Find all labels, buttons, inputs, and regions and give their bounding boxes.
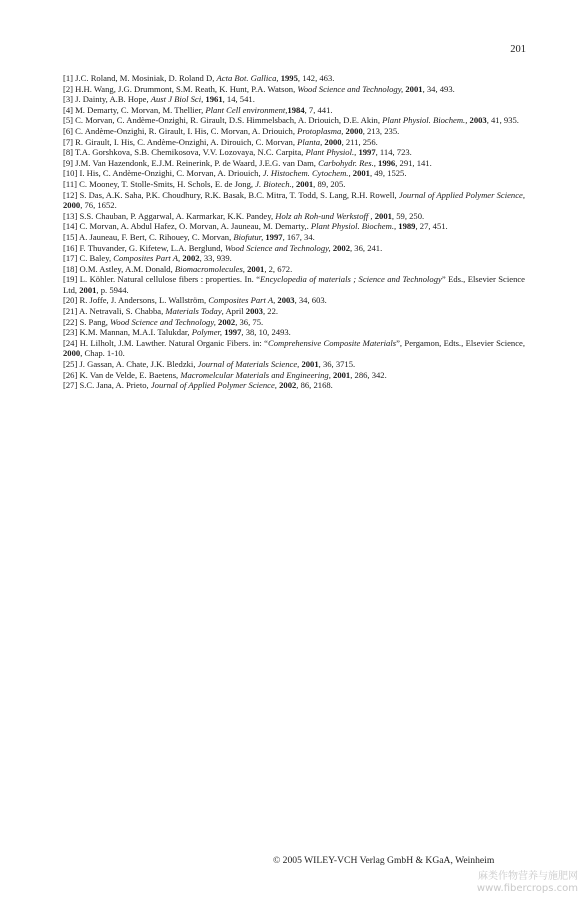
reference-journal: Protoplasma, [297,125,344,136]
reference-post: , 36, 75. [235,316,264,327]
reference-entry [63,147,525,158]
reference-pre: [18] O.M. Astley, A.M. Donald, [63,263,175,274]
reference-year: 2001 [301,359,319,370]
reference-pre: [1] J.C. Roland, M. Mosiniak, D. Roland D, [63,73,217,83]
reference-mid: , [273,295,278,306]
reference-entry [63,306,525,317]
reference-post: , 36, 3715. [318,359,356,370]
reference-post: , 59, 250. [391,210,425,221]
reference-entry [63,179,525,190]
reference-pre: [26] K. Van de Velde, E. Baetens, [63,369,181,380]
reference-mid: , [368,210,375,221]
reference-journal: Polymer, [191,327,223,338]
reference-journal: Plant Physiol., [305,147,357,158]
reference-pre: [14] C. Morvan, A. Abdul Hafez, O. Morvan, A. Jauneau, M. Demarty,. [63,221,311,232]
reference-pre: [6] C. Andème-Onzighi, R. Girault, I. His, C. Morvan, A. Driouich, [63,125,298,136]
reference-post: , 14, 541. [222,94,255,105]
reference-mid: , [276,73,281,83]
reference-journal: Materials Today [165,306,222,317]
reference-year: 2000 [324,136,342,147]
reference-post: , 36, 241. [350,242,383,253]
reference-mid: ”, Pergamon, Edts., Elsevier Science, [396,337,526,348]
reference-year: 2001 [295,178,314,189]
reference-post: , 167, 34. [282,231,315,242]
watermark-line-1: 麻类作物营养与施肥网 [478,871,578,882]
reference-journal: Comprehensive Composite Materials [268,337,397,348]
reference-year: 2003 [245,306,263,317]
reference-mid: , [297,359,302,370]
reference-entry [63,380,525,391]
reference-entry [63,94,525,105]
reference-journal: J. Histochem. Cytochem., [262,168,351,179]
reference-post: , 41, 935. [486,115,519,126]
reference-journal: Plant Physiol. Biochem., [310,221,397,232]
reference-post: , p. 5944. [96,284,129,295]
reference-journal: Composites Part A [208,295,274,306]
reference-year: 2000 [63,200,81,211]
reference-entry [63,105,525,116]
reference-year: 2003 [469,115,487,126]
reference-entry [63,115,525,126]
reference-entry [63,126,525,137]
watermark [477,871,578,895]
reference-entry [63,190,525,211]
reference-pre: [17] C. Baley, [63,253,114,264]
reference-post: , 89, 205. [313,178,346,189]
reference-year: 2000 [345,125,363,136]
reference-entry [63,84,525,95]
reference-pre: [2] H.H. Wang, J.G. Drummont, S.M. Reath, K. Hunt, P.A. Watson, [63,83,298,94]
reference-post: , 291, 141. [395,157,432,168]
reference-journal: Composites Part A, [113,253,181,264]
reference-entry [63,137,525,148]
reference-year: 2001 [374,210,392,221]
reference-entry [63,317,525,328]
reference-post: , 49, 1525. [369,168,407,179]
reference-entry [63,274,525,295]
reference-year: 2001 [247,263,265,274]
reference-year: 2002 [218,316,236,327]
reference-pre: [3] J. Dainty, A.B. Hope, [63,94,151,105]
reference-year: 2001 [79,284,97,295]
reference-year: 1996 [378,157,396,168]
reference-year: 2001 [405,83,423,94]
reference-entry [63,168,525,179]
reference-journal: Carbohydr. Res., [318,157,376,168]
reference-pre: [27] S.C. Jana, A. Prieto, [63,380,151,391]
reference-pre: [5] C. Morvan, C. Andème-Onzighi, R. Girault, D.S. Himmelsbach, A. Driouich, D.E. Akin, [63,115,383,126]
reference-pre: [8] T.A. Gorshkova, S.B. Chemikosova, V.V. Lozovaya, N.C. Carpita, [63,147,306,158]
reference-post: , 33, 939. [199,253,232,264]
reference-mid: , April [221,306,246,317]
page-number: 201 [510,44,526,55]
reference-entry [63,158,525,169]
reference-journal: Journal of Applied Polymer Science, [398,189,525,200]
reference-pre: [22] S. Pang, [63,316,111,327]
reference-year: 2002 [182,253,200,264]
reference-post: , 34, 603. [294,295,327,306]
reference-entry [63,327,525,338]
reference-year: 2003 [277,295,295,306]
reference-journal: Macromelcular Materials and Engineering, [180,369,331,380]
reference-post: , 114, 723. [375,147,412,158]
reference-journal: Biomacromolecules, [174,263,245,274]
reference-journal: Wood Science and Technology, [297,83,404,94]
reference-pre: [9] J.M. Van Hazendonk, E.J.M. Reinerink, P. de Waard, J.E.G. van Dam, [63,157,319,168]
reference-post: , 27, 451. [415,221,448,232]
reference-mid: ” Eds., Elsevier Science Ltd, [63,274,525,295]
reference-post: , 211, 256. [341,136,378,147]
reference-entry [63,338,525,359]
reference-entry [63,232,525,243]
reference-entry [63,73,525,84]
watermark-line-2: www.fibercrops.com [476,883,578,894]
reference-pre: [20] R. Joffe, J. Andersons, L. Wallström, [63,295,209,306]
reference-entry [63,221,525,232]
reference-entry [63,359,525,370]
reference-pre: [16] F. Thuvander, G. Kifetew, L.A. Berglund, [63,242,225,253]
reference-journal: Wood Science and Technology, [224,242,331,253]
reference-journal: J. Biotech., [255,178,294,189]
reference-post: , 286, 342. [350,369,387,380]
reference-journal: Journal of Materials Science [197,359,298,370]
reference-entry [63,295,525,306]
reference-year: 1997 [265,231,283,242]
reference-year: 1961 [205,94,223,105]
reference-post: , Chap. 1-10. [80,348,125,359]
reference-journal: Plant Physiol. Biochem., [382,115,468,126]
reference-pre: [7] R. Girault, I. His, C. Andème-Onzighi, A. Dirouich, C. Morvan, [63,136,298,147]
reference-year: 2001 [352,168,370,179]
reference-year: 2000 [63,348,81,359]
reference-year: 2002 [332,242,350,253]
reference-entry [63,253,525,264]
reference-journal: Holz ah Roh-und Werkstoff [275,210,369,221]
reference-pre: [15] A. Jauneau, F. Bert, C. Rihouey, C. Morvan, [63,231,234,242]
reference-pre: [10] I. His, C. Andème-Onzighi, C. Morvan, A. Driouich, [63,168,263,179]
reference-journal: Journal of Applied Polymer Science, [150,380,277,391]
reference-post: , 22. [262,306,279,317]
reference-year: 1997 [224,327,242,338]
reference-year: 2002 [279,380,297,391]
reference-post: , 142, 463. [297,73,335,83]
reference-entry [63,211,525,222]
reference-year: 2001 [333,369,351,380]
reference-pre: [23] K.M. Mannan, M.A.I. Talukdar, [63,327,192,338]
reference-journal: Encyclopedia of materials ; Science and Technology [260,274,442,285]
reference-pre: [13] S.S. Chauban, P. Aggarwal, A. Karmarkar, K.K. Pandey, [63,210,276,221]
reference-post: , 76, 1652. [80,200,117,211]
reference-journal: Planta, [297,136,323,147]
reference-pre: [21] A. Netravali, S. Chabba, [63,306,166,317]
reference-journal: Wood Science and Technology, [110,316,216,327]
reference-journal: Aust J Biol Sci [150,94,202,105]
reference-list [63,73,525,391]
reference-entry [63,370,525,381]
reference-pre: [25] J. Gassan, A. Chate, J.K. Bledzki, [63,359,198,370]
reference-post: , 34, 493. [422,83,455,94]
reference-post: , 213, 235. [362,125,400,136]
reference-year: 1997 [358,147,376,158]
reference-year: 1989 [398,221,416,232]
reference-post: , 7, 441. [304,104,333,115]
reference-pre: [19] L. Köhler. Natural cellulose fibers : properties. In. “ [63,274,261,285]
reference-pre: [4] M. Demarty, C. Morvan, M. Thellier, [63,104,206,115]
reference-post: , 38, 10, 2493. [241,327,291,338]
reference-journal: Biofutur, [233,231,264,242]
reference-post: , 86, 2168. [296,380,333,391]
reference-pre: [24] H. Lilholt, J.M. Lawther. Natural Organic Fibers. in: “ [63,337,269,348]
reference-year: 1984 [287,104,305,115]
reference-entry [63,264,525,275]
reference-year: 1995 [280,73,298,83]
reference-journal: Plant Cell environment, [205,104,288,115]
reference-mid: , [201,94,206,105]
reference-journal: Acta Bot. Gallica [216,73,277,83]
reference-pre: [12] S. Das, A.K. Saha, P.K. Choudhury, R.K. Basak, B.C. Mitra, T. Todd, S. Lang, R.H. Rowell, [63,189,399,200]
copyright-notice: © 2005 WILEY-VCH Verlag GmbH & KGaA, Weinheim [273,855,495,866]
reference-pre: [11] C. Mooney, T. Stolle-Smits, H. Schols, E. de Jong, [63,178,256,189]
reference-post: , 2, 672. [264,263,293,274]
reference-entry [63,243,525,254]
